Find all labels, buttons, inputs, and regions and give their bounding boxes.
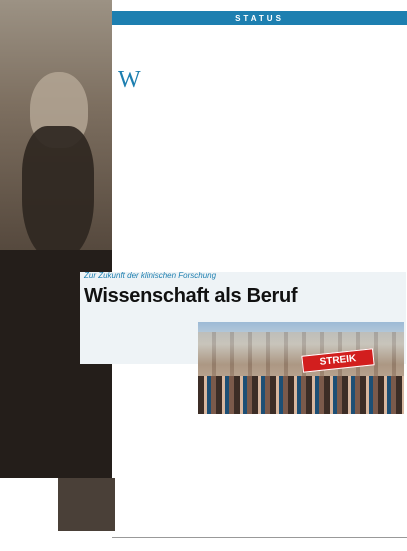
portrait-beard	[22, 126, 94, 260]
pull-quote-1	[210, 146, 295, 204]
article-kicker: Zur Zukunft der klinischen Forschung	[84, 271, 217, 280]
article-lead	[84, 318, 192, 383]
portrait-photo	[0, 0, 112, 478]
portrait-caption	[58, 478, 115, 531]
article-column-1	[118, 70, 204, 270]
article-column-3	[301, 70, 404, 250]
section-header-bar	[112, 11, 407, 25]
photo-crowd	[198, 376, 404, 414]
protest-photo	[198, 322, 404, 414]
footer-rule	[112, 537, 407, 538]
drop-cap: W	[118, 70, 141, 93]
strike-banner: STREIK	[301, 348, 374, 372]
article-column-2-top	[210, 70, 295, 142]
lower-column-1	[118, 418, 204, 530]
article-headline: Wissenschaft als Beruf	[84, 285, 298, 307]
pull-quote-3	[210, 418, 295, 530]
section-label: STATUS	[235, 13, 284, 23]
lower-column-3	[301, 418, 404, 530]
